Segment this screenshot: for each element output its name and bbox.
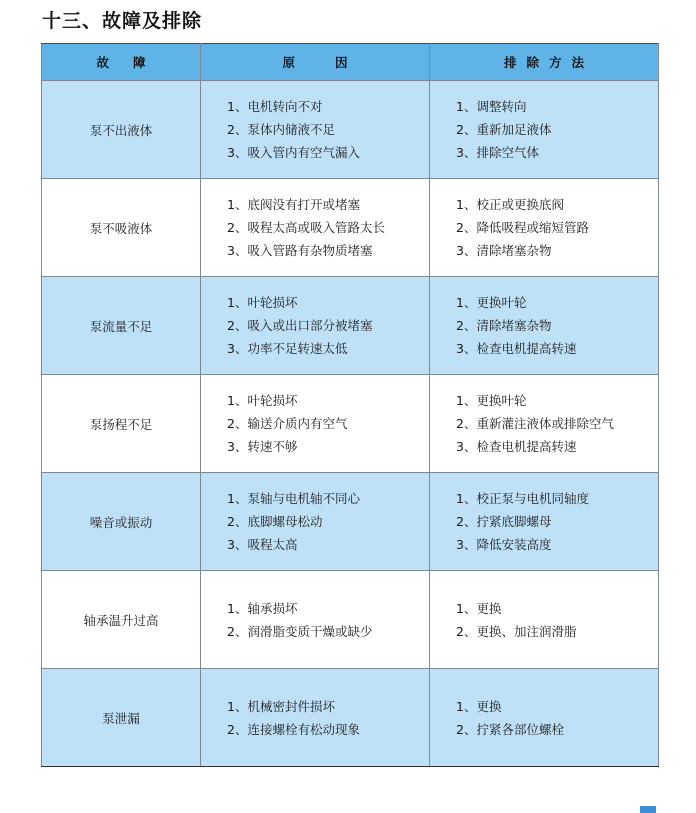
solution-item: 2、拧紧各部位螺栓	[456, 721, 564, 737]
solution-item: 2、降低吸程或缩短管路	[456, 220, 589, 235]
solution-item: 2、清除堵塞杂物	[456, 318, 552, 333]
cause-item: 2、输送介质内有空气	[227, 416, 348, 431]
table-row	[42, 81, 659, 179]
solution-item: 1、更换	[456, 600, 502, 616]
solution-item: 2、更换、加注润滑脂	[456, 623, 577, 639]
solution-cell	[430, 473, 659, 571]
cause-item: 3、吸入管路有杂物质堵塞	[227, 243, 373, 258]
cause-item: 1、机械密封件损坏	[227, 698, 335, 714]
fault-cell: 泵泄漏	[42, 669, 201, 767]
cause-item: 1、电机转向不对	[227, 99, 323, 114]
cause-item: 2、吸入或出口部分被堵塞	[227, 318, 373, 333]
cause-item: 1、轴承损坏	[227, 600, 298, 616]
cause-item: 2、吸程太高或吸入管路太长	[227, 220, 385, 235]
cause-cell	[201, 669, 430, 767]
cause-cell	[201, 179, 430, 277]
solution-item: 1、更换叶轮	[456, 393, 527, 408]
page-corner-mark	[640, 806, 656, 813]
fault-cell: 泵流量不足	[42, 277, 201, 375]
solution-cell	[430, 571, 659, 669]
cause-item: 1、泵轴与电机轴不同心	[227, 491, 360, 506]
table-row	[42, 571, 659, 669]
solution-cell	[430, 179, 659, 277]
cause-item: 3、吸程太高	[227, 537, 298, 552]
solution-cell	[430, 277, 659, 375]
cause-item: 1、叶轮损坏	[227, 295, 298, 310]
cause-item: 2、泵体内储液不足	[227, 122, 335, 137]
solution-item: 3、清除堵塞杂物	[456, 243, 552, 258]
cause-item: 2、底脚螺母松动	[227, 514, 323, 529]
cause-cell	[201, 81, 430, 179]
solution-item: 3、检查电机提高转速	[456, 439, 577, 454]
cause-item: 2、连接螺栓有松动现象	[227, 721, 360, 737]
header-solution: 排除方法	[430, 44, 659, 81]
solution-item: 1、校正或更换底阀	[456, 197, 564, 212]
solution-cell	[430, 375, 659, 473]
table-row	[42, 473, 659, 571]
header-fault: 故障	[42, 44, 201, 81]
cause-item: 3、功率不足转速太低	[227, 341, 348, 356]
cause-cell	[201, 571, 430, 669]
solution-item: 3、排除空气体	[456, 145, 539, 160]
solution-item: 3、检查电机提高转速	[456, 341, 577, 356]
cause-item: 3、转速不够	[227, 439, 298, 454]
fault-cell: 轴承温升过高	[42, 571, 201, 669]
troubleshooting-table	[41, 43, 659, 767]
fault-cell: 噪音或振动	[42, 473, 201, 571]
solution-item: 1、更换	[456, 698, 502, 714]
table-header-row	[42, 44, 659, 81]
solution-cell	[430, 81, 659, 179]
table-row	[42, 277, 659, 375]
solution-item: 2、重新加足液体	[456, 122, 552, 137]
cause-item: 1、叶轮损坏	[227, 393, 298, 408]
page-title: 十三、故障及排除	[42, 10, 203, 32]
cause-item: 2、润滑脂变质干燥或缺少	[227, 623, 373, 639]
fault-cell: 泵不出液体	[42, 81, 201, 179]
fault-cell: 泵不吸液体	[42, 179, 201, 277]
table-row	[42, 179, 659, 277]
solution-item: 1、校正泵与电机同轴度	[456, 491, 589, 506]
cause-item: 1、底阀没有打开或堵塞	[227, 197, 360, 212]
solution-item: 1、更换叶轮	[456, 295, 527, 310]
solution-item: 2、拧紧底脚螺母	[456, 514, 552, 529]
cause-cell	[201, 277, 430, 375]
table-row	[42, 669, 659, 767]
solution-item: 2、重新灌注液体或排除空气	[456, 416, 614, 431]
table-row	[42, 375, 659, 473]
solution-item: 1、调整转向	[456, 99, 527, 114]
cause-item: 3、吸入管内有空气漏入	[227, 145, 360, 160]
fault-cell: 泵扬程不足	[42, 375, 201, 473]
header-cause: 原因	[201, 44, 430, 81]
solution-item: 3、降低安装高度	[456, 537, 552, 552]
cause-cell	[201, 473, 430, 571]
solution-cell	[430, 669, 659, 767]
cause-cell	[201, 375, 430, 473]
